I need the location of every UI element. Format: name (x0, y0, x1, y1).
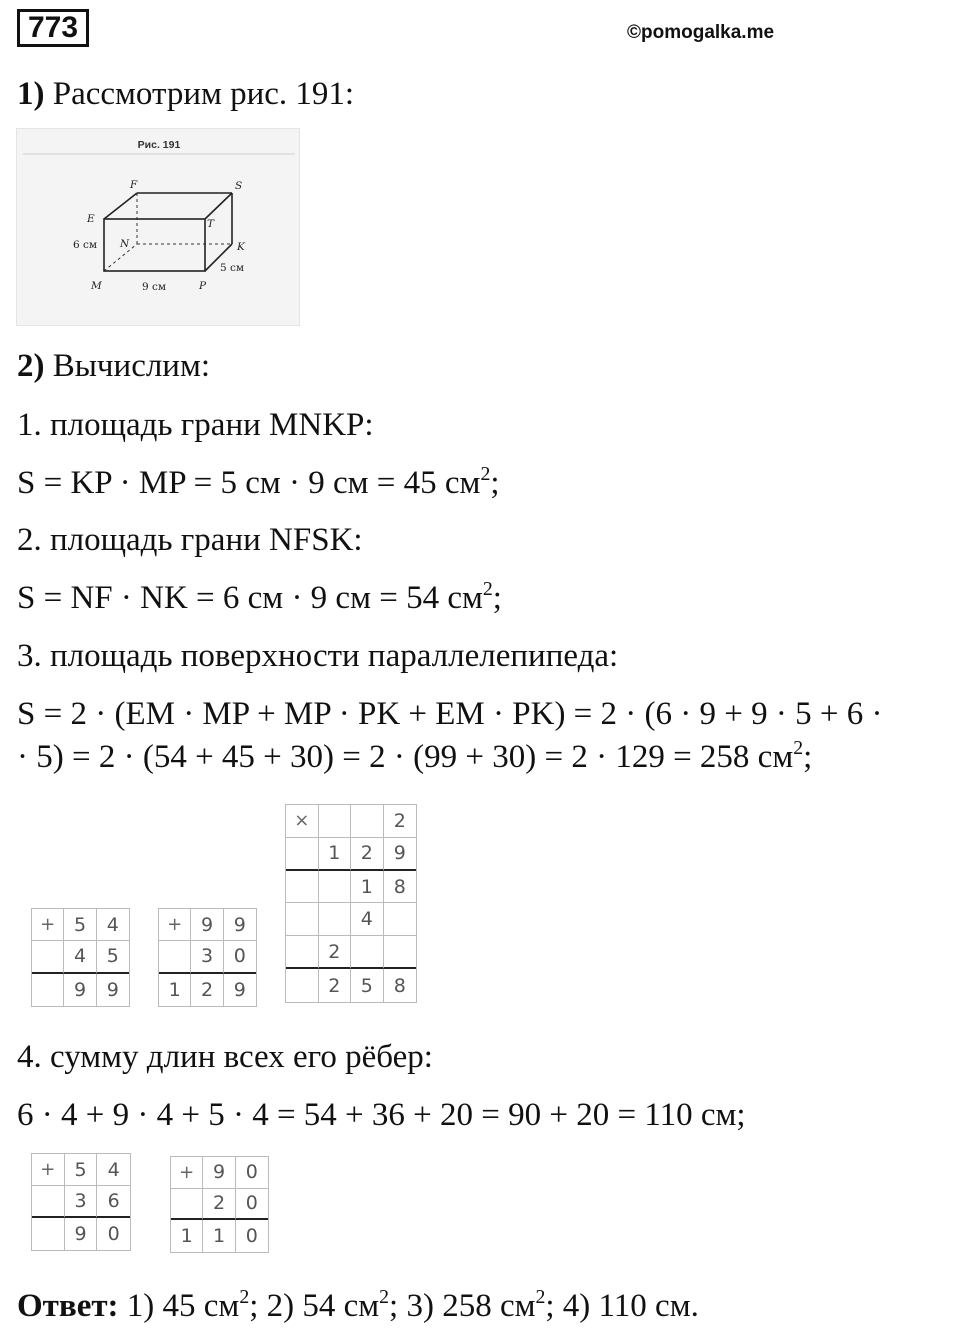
calc-cell (351, 936, 384, 969)
calc-cell: 9 (65, 1218, 98, 1250)
calc-cell: + (171, 1157, 203, 1189)
vertex-t: T (207, 218, 215, 230)
step2-formula-text: S = NF · NK = 6 см · 9 см = 54 см (17, 580, 483, 616)
answer-part3: ; 3) 258 см (389, 1288, 536, 1324)
calc-cell: 6 (97, 1186, 130, 1218)
calc-cell (319, 903, 352, 936)
calc-cell: 1 (351, 871, 384, 904)
step1-formula-text: S = KP · MP = 5 см · 9 см = 45 см (17, 465, 481, 501)
answer-label: Ответ: (17, 1288, 119, 1324)
calc-cell: 2 (319, 936, 352, 969)
calc-cell: 8 (393, 974, 406, 997)
calc-cell: 5 (64, 909, 96, 941)
parallelepiped-diagram (17, 129, 301, 327)
calc-cell: × (286, 805, 319, 838)
step3-exponent: 2 (793, 737, 804, 760)
calc-cell: 0 (236, 1157, 268, 1189)
vertex-s: S (235, 180, 243, 192)
calc-cell: 8 (384, 871, 417, 904)
calc-cell: 4 (97, 909, 129, 941)
calc-cell (32, 1218, 65, 1250)
calc-cell: 0 (245, 1225, 258, 1248)
step2-title: 2. площадь грани NFSK: (17, 522, 363, 558)
step3-line1: S = 2 · (EM · MP + MP · PK + EM · PK) = 2 · (6 · 9 + 9 · 5 + 6 · (17, 696, 883, 732)
calc-cell: + (32, 1154, 65, 1186)
calc-cell (32, 1186, 65, 1218)
dimension-length: 9 см (142, 281, 167, 293)
part2-text: Вычислим: (44, 348, 211, 384)
calc-cell (32, 941, 64, 973)
step3-title: 3. площадь поверхности параллелепипеда: (17, 638, 619, 674)
task-number: 773 (17, 9, 89, 47)
calc-add-90-20 (170, 1156, 269, 1253)
calc-cell (319, 805, 352, 838)
step1-formula (17, 463, 500, 503)
calc-cell: 4 (64, 941, 96, 973)
calc-cell: 9 (384, 838, 417, 871)
calc-cell: 1 (159, 974, 191, 1006)
calc-cell: 9 (64, 974, 96, 1006)
calc-cell: 9 (106, 978, 119, 1001)
part1-text: Рассмотрим рис. 191: (44, 76, 355, 112)
calc-cell (286, 903, 319, 936)
calc-cell: 1 (319, 838, 352, 871)
calc-cell (319, 871, 352, 904)
vertex-n: N (120, 238, 130, 250)
vertex-e: E (87, 213, 95, 225)
step4-title: 4. сумму длин всех его рёбер: (17, 1039, 433, 1075)
calc-cell (384, 903, 417, 936)
calc-cell: 5 (97, 941, 129, 973)
vertex-k: K (237, 241, 245, 253)
answer (17, 1286, 699, 1326)
calc-cell (171, 1189, 203, 1221)
answer-part3-exponent: 2 (535, 1286, 546, 1309)
calc-cell: 5 (351, 969, 384, 1002)
calc-cell (351, 805, 384, 838)
figure-title: Рис. 191 (137, 139, 181, 151)
step1-title: 1. площадь грани MNKP: (17, 407, 374, 443)
calc-cell: 1 (171, 1220, 203, 1252)
vertex-p: P (199, 280, 207, 292)
vertex-m: M (91, 280, 102, 292)
answer-part2: ; 2) 54 см (249, 1288, 380, 1324)
step1-exponent: 2 (480, 463, 491, 486)
calc-cell: + (159, 909, 191, 941)
calc-cell (384, 936, 417, 969)
figure-191 (16, 128, 300, 326)
calc-cell: 2 (191, 974, 223, 1006)
calc-cell: 2 (351, 838, 384, 871)
calc-cell (159, 941, 191, 973)
calc-cell: 0 (236, 1189, 268, 1221)
calc-cell: 0 (224, 941, 256, 973)
part2-label: 2) (17, 348, 45, 384)
calc-add-54-36 (31, 1153, 131, 1251)
answer-part1: 1) 45 см (118, 1288, 240, 1324)
dimension-width: 5 см (220, 262, 245, 274)
calc-cell: 4 (351, 903, 384, 936)
calc-cell: 0 (107, 1223, 120, 1245)
step4-formula: 6 · 4 + 9 · 4 + 5 · 4 = 54 + 36 + 20 = 90 + 20 = 110 см; (17, 1097, 746, 1133)
calc-cell: 2 (203, 1189, 235, 1221)
calc-cell (286, 969, 319, 1002)
calc-cell: 3 (191, 941, 223, 973)
calc-cell: 3 (65, 1186, 98, 1218)
step2-formula (17, 578, 502, 618)
step2-end: ; (492, 580, 502, 616)
calc-cell (286, 838, 319, 871)
step3-line2 (17, 737, 812, 777)
calc-add-99-30 (158, 908, 257, 1007)
step3-end: ; (803, 739, 813, 775)
calc-cell (286, 871, 319, 904)
calc-multiply-129-2 (285, 804, 417, 1003)
calc-cell: 2 (384, 805, 417, 838)
calc-cell (286, 936, 319, 969)
calc-cell: 5 (65, 1154, 98, 1186)
vertex-f: F (130, 179, 138, 191)
step1-end: ; (490, 465, 500, 501)
calc-cell: 9 (224, 909, 256, 941)
part1-label: 1) (17, 76, 45, 112)
watermark: ©pomogalka.me (627, 22, 775, 43)
calc-cell: 9 (203, 1157, 235, 1189)
calc-cell: 4 (97, 1154, 130, 1186)
calc-cell: + (32, 909, 64, 941)
calc-cell: 1 (203, 1220, 235, 1252)
calc-add-54-45 (31, 908, 130, 1007)
calc-cell (32, 974, 64, 1006)
step3-line2-text: · 5) = 2 · (54 + 45 + 30) = 2 · (99 + 30) = 2 · 129 = 258 см (17, 739, 794, 775)
answer-part1-exponent: 2 (239, 1286, 250, 1309)
part1-heading (17, 74, 354, 114)
step2-exponent: 2 (482, 578, 493, 601)
part2-heading (17, 346, 210, 386)
calc-cell: 9 (233, 978, 246, 1001)
calc-cell: 9 (191, 909, 223, 941)
dimension-height: 6 см (73, 239, 98, 251)
calc-cell: 2 (319, 969, 352, 1002)
answer-part4: ; 4) 110 см. (545, 1288, 699, 1324)
answer-part2-exponent: 2 (379, 1286, 390, 1309)
